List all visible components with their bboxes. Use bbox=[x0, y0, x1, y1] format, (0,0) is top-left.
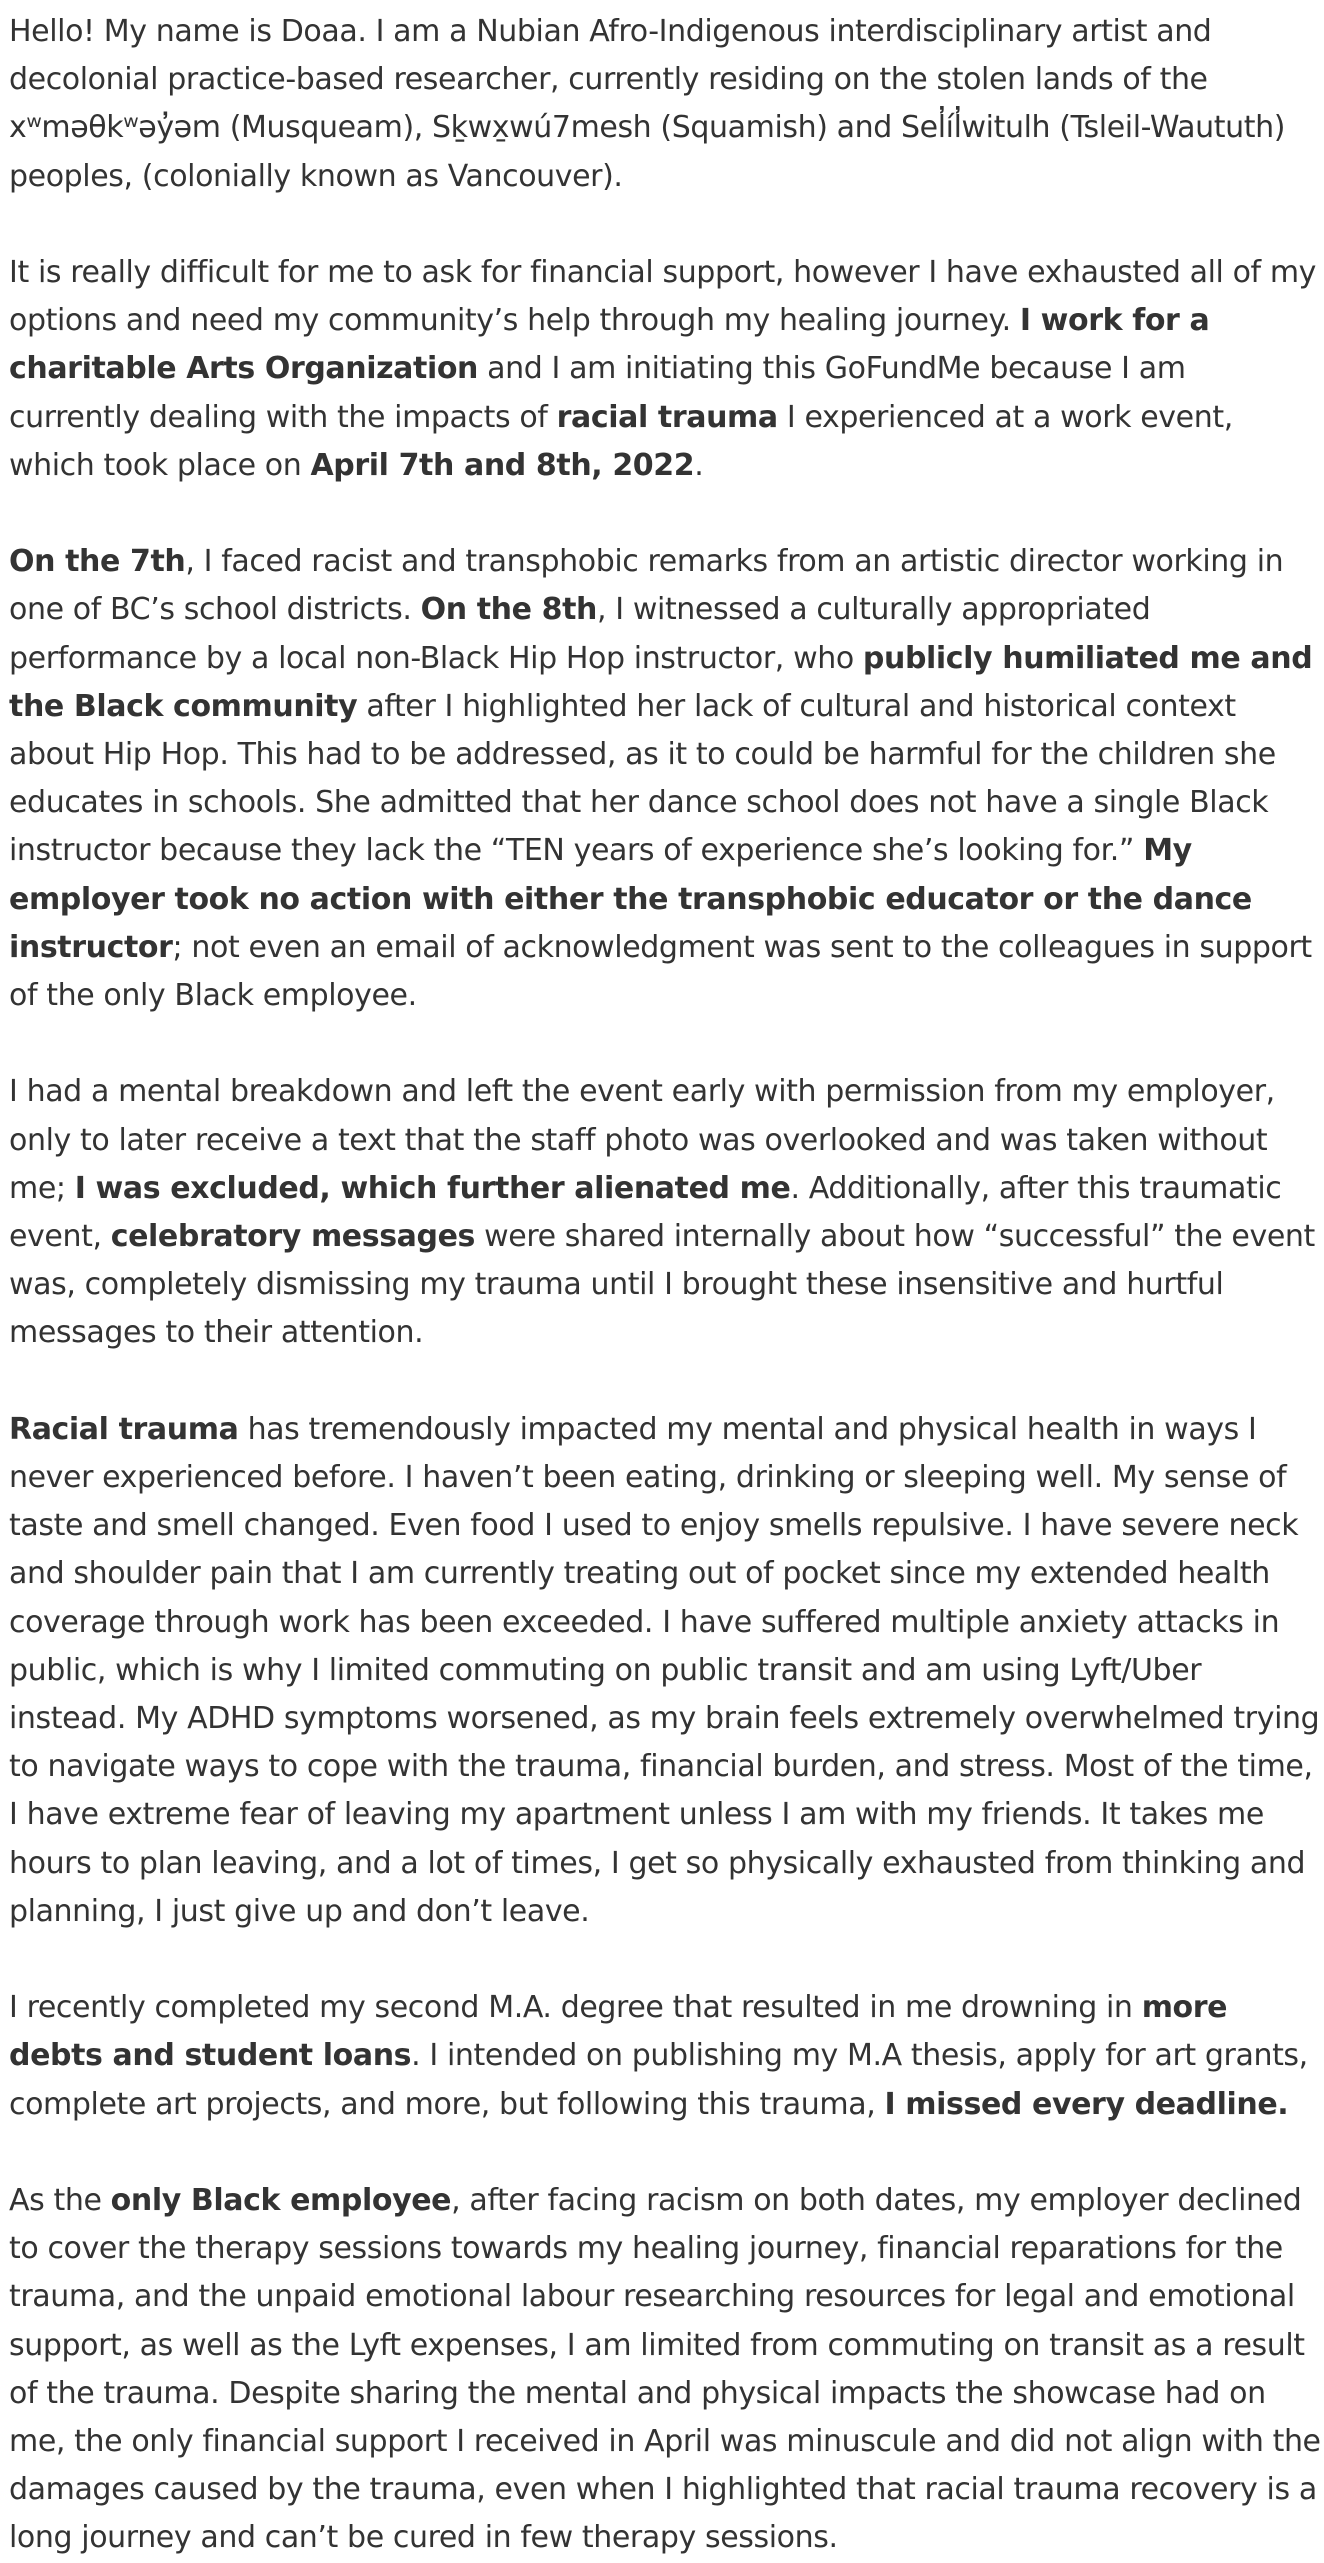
story-paragraph-request bbox=[9, 249, 1324, 490]
story-paragraph-intro bbox=[9, 8, 1324, 201]
story-paragraph-studies bbox=[9, 1984, 1324, 2129]
event-dates-emphasis: April 7th and 8th, 2022 bbox=[310, 447, 695, 483]
debts-emphasis: more debts and student loans bbox=[9, 1990, 1228, 2074]
intro-text: Hello! My name is Doaa. I am a Nubian Afro-Indigenous interdisciplinary artist and decolonial practice-based researcher, currently residing on the stolen lands of the xʷməθkʷəy̓əm (Musqueam), Sḵwx̱wú7mesh (Squamish) and Sel̓íl̓witulh (Tsleil-Waututh) peoples, (colonially known as Vancouver). bbox=[9, 14, 1286, 194]
events-text-4: ; not even an email of acknowledgment was sent to the colleagues in support of the only Black employee. bbox=[9, 929, 1312, 1014]
exclusion-text-2: . Additionally, after this traumatic event, bbox=[9, 1170, 1282, 1255]
humiliation-emphasis: publicly humiliated me and the Black community bbox=[9, 640, 1313, 724]
only-black-employee-emphasis: only Black employee bbox=[110, 2183, 452, 2219]
request-text-4: . bbox=[694, 447, 704, 483]
seventh-emphasis: On the 7th bbox=[9, 544, 186, 580]
support-text-1: As the bbox=[9, 2183, 111, 2219]
events-text-1: , I faced racist and transphobic remarks from an artistic director working in one of BC’s school districts. bbox=[9, 544, 1284, 628]
racial-trauma-emphasis: racial trauma bbox=[556, 399, 778, 435]
deadline-emphasis: I missed every deadline. bbox=[884, 2086, 1289, 2122]
request-text-3: I experienced at a work event, which took place on bbox=[9, 399, 1233, 483]
story-paragraph-health bbox=[9, 1406, 1324, 1936]
employer-emphasis: I work for a charitable Arts Organization bbox=[9, 303, 1210, 387]
story-paragraph-support bbox=[9, 2177, 1324, 2563]
story-paragraph-exclusion bbox=[9, 1068, 1324, 1357]
celebratory-emphasis: celebratory messages bbox=[110, 1219, 475, 1255]
exclusion-text-3: were shared internally about how “successful” the event was, completely dismissing my trauma until I brought these insensitive and hurtful messages to their attention. bbox=[9, 1219, 1315, 1351]
request-text-1: It is really difficult for me to ask for financial support, however I have exhausted all of my options and need my community’s help through my healing journey. bbox=[9, 255, 1317, 339]
racial-trauma-heading-emphasis: Racial trauma bbox=[9, 1411, 239, 1447]
excluded-emphasis: I was excluded, which further alienated me bbox=[74, 1170, 791, 1206]
studies-text-1: I recently completed my second M.A. degree that resulted in me drowning in bbox=[9, 1990, 1142, 2026]
eighth-emphasis: On the 8th bbox=[420, 592, 598, 628]
events-text-3: after I highlighted her lack of cultural and historical context about Hip Hop. This had to be addressed, as it to could be harmful for the children she educates in schools. She admitted that her dance school does not have a single Black instructor because they lack the “TEN years of experience she’s looking for.” bbox=[9, 688, 1276, 869]
support-text-2: , after facing racism on both dates, my employer declined to cover the therapy sessions towards my healing journey, financial reparations for the trauma, and the unpaid emotional labour researching resources for legal and emotional support, as well as the Lyft expenses, I am limited from commuting on transit as a result of the trauma. Despite sharing the mental and physical impacts the showcase had on me, the only financial support I received in April was minuscule and did not align with the damages caused by the trauma, even when I highlighted that racial trauma recovery is a long journey and can’t be cured in few therapy sessions. bbox=[9, 2183, 1321, 2556]
events-text-2: , I witnessed a culturally appropriated performance by a local non-Black Hip Hop instructor, who bbox=[9, 592, 1151, 676]
no-action-emphasis: My employer took no action with either the transphobic educator or the dance instructor bbox=[9, 833, 1252, 965]
exclusion-text-1: I had a mental breakdown and left the event early with permission from my employer, only to later receive a text that the staff photo was overlooked and was taken without me; bbox=[9, 1074, 1275, 1206]
studies-text-2: . I intended on publishing my M.A thesis, apply for art grants, complete art projects, and more, but following this trauma, bbox=[9, 2038, 1308, 2122]
health-text: has tremendously impacted my mental and physical health in ways I never experienced before. I haven’t been eating, drinking or sleeping well. My sense of taste and smell changed. Even food I used to enjoy smells repulsive. I have severe neck and shoulder pain that I am currently treating out of pocket since my extended health coverage through work has been exceeded. I have suffered multiple anxiety attacks in public, which is why I limited commuting on public transit and am using Lyft/Uber instead. My ADHD symptoms worsened, as my brain feels extremely overwhelmed trying to navigate ways to cope with the trauma, financial burden, and stress. Most of the time, I have extreme fear of leaving my apartment unless I am with my friends. It takes me hours to plan leaving, and a lot of times, I get so physically exhausted from thinking and planning, I just give up and don’t leave. bbox=[9, 1411, 1320, 1929]
request-text-2: and I am initiating this GoFundMe because I am currently dealing with the impacts of bbox=[9, 351, 1186, 435]
story-paragraph-events bbox=[9, 538, 1324, 1020]
